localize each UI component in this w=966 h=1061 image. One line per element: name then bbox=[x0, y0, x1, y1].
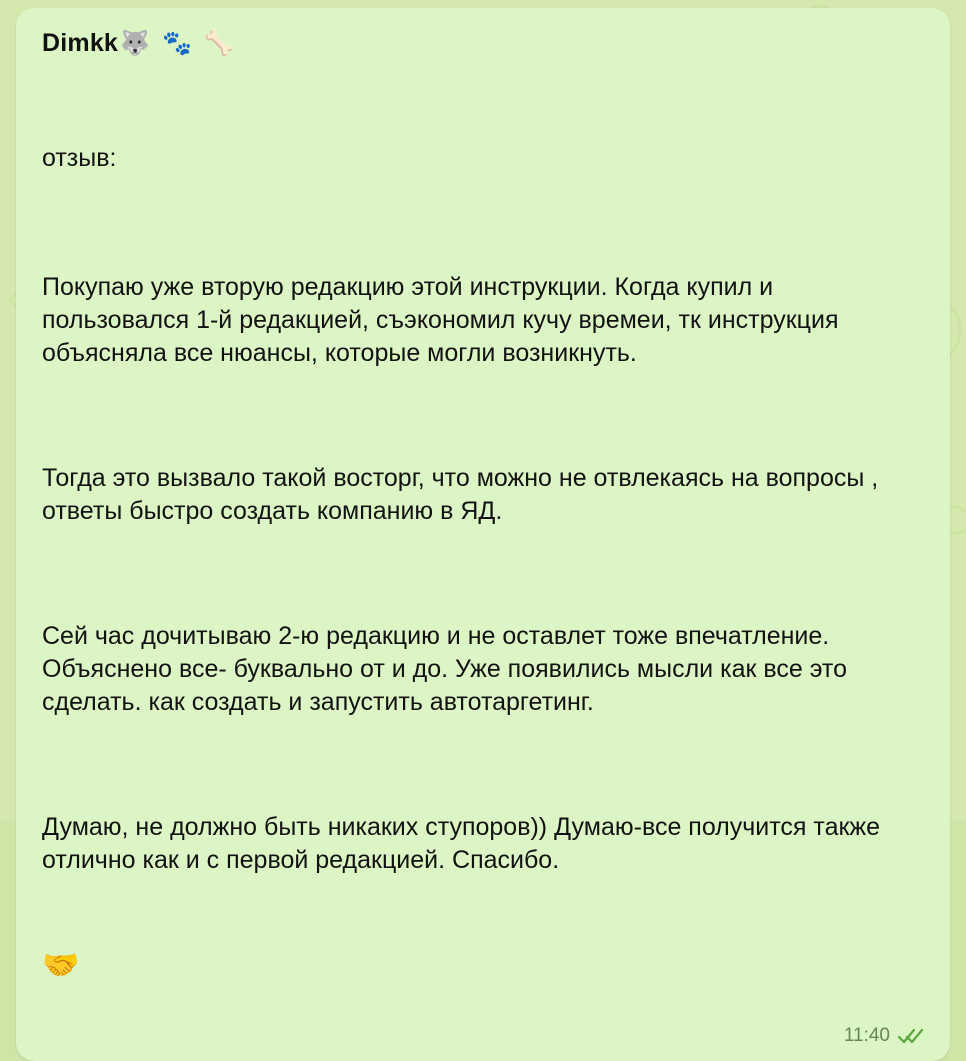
message-bubble-wrapper bbox=[16, 8, 950, 1061]
message-paragraph: Думаю, не должно быть никаких ступоров)) Думаю-все получится также отлично как и с первой редакцией. Спасибо. bbox=[42, 811, 924, 877]
bone-icon: 🦴 bbox=[204, 32, 234, 56]
chat-message-bubble[interactable] bbox=[16, 8, 950, 1061]
message-text bbox=[42, 76, 924, 1047]
message-paragraph: Покупаю уже вторую редакцию этой инструкции. Когда купил и пользовался 1-й редакцией, съэкономил кучу времеи, тк инструкция объясняла все нюансы, которые могли возникнуть. bbox=[42, 271, 924, 370]
message-meta bbox=[844, 1025, 924, 1047]
double-check-icon bbox=[898, 1028, 924, 1044]
paw-prints-icon: 🐾 bbox=[162, 32, 192, 56]
wolf-icon: 🐺 bbox=[120, 32, 150, 56]
message-paragraph: Сей час дочитываю 2-ю редакцию и не оставлет тоже впечатление. Объяснено все- буквально от и до. Уже появились мысли как все это сделать. как создать и запустить автотаргетинг. bbox=[42, 620, 924, 719]
message-paragraph: отзыв: bbox=[42, 142, 924, 175]
message-sender-row bbox=[42, 30, 924, 58]
handshake-icon: 🤝 bbox=[42, 951, 924, 981]
sender-name: Dimkk bbox=[42, 30, 118, 58]
message-paragraph: Тогда это вызвало такой восторг, что можно не отвлекаясь на вопросы , ответы быстро создать компанию в ЯД. bbox=[42, 462, 924, 528]
message-timestamp: 11:40 bbox=[844, 1025, 890, 1047]
